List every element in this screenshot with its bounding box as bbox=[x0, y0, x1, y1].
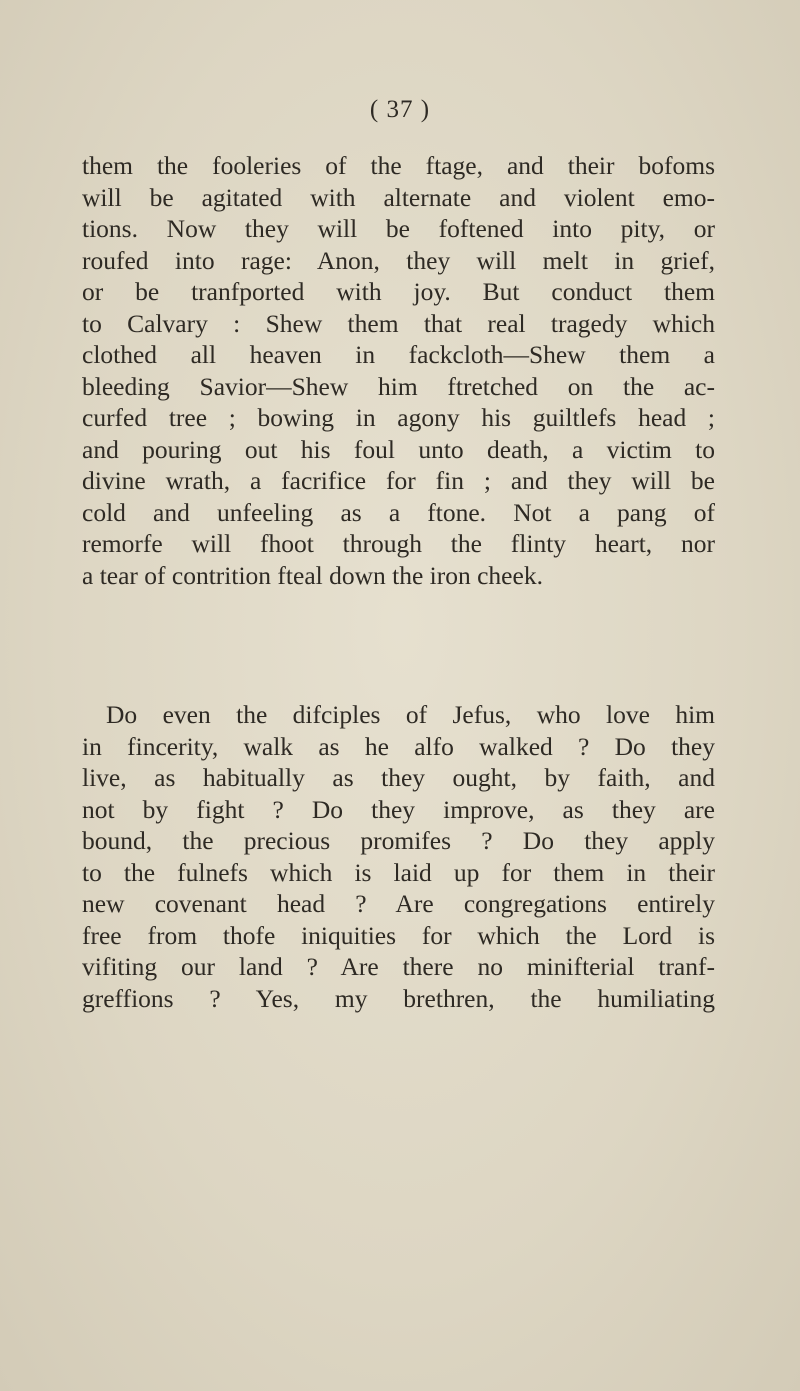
text-line: remorfe will fhoot through the flinty heart, nor bbox=[82, 529, 715, 558]
text-line: in fincerity, walk as he alfo walked ? Do they bbox=[82, 731, 715, 761]
text-line: a tear of contrition fteal down the iron cheek. bbox=[82, 560, 543, 590]
paragraph-1 bbox=[82, 150, 715, 591]
text-line: to the fulnefs which is laid up for them in their bbox=[82, 857, 715, 887]
text-line: bound, the precious promifes ? Do they apply bbox=[82, 826, 715, 855]
text-line: greffions ? Yes, my brethren, the humiliating bbox=[82, 983, 715, 1013]
text-line: divine wrath, a facrifice for fin ; and they will be bbox=[82, 466, 715, 495]
text-line: cold and unfeeling as a ftone. Not a pang of bbox=[82, 497, 715, 527]
text-line: live, as habitually as they ought, by faith, and bbox=[82, 763, 715, 792]
text-line: or be tranfported with joy. But conduct them bbox=[82, 277, 715, 306]
text-line: free from thofe iniquities for which the Lord is bbox=[82, 920, 715, 950]
text-line: not by fight ? Do they improve, as they are bbox=[82, 794, 715, 824]
text-line: them the fooleries of the ftage, and their bofoms bbox=[82, 151, 715, 180]
text-line: roufed into rage: Anon, they will melt in grief, bbox=[82, 245, 715, 275]
text-line: curfed tree ; bowing in agony his guiltlefs head ; bbox=[82, 403, 715, 432]
text-line: and pouring out his foul unto death, a victim to bbox=[82, 434, 715, 464]
text-line: clothed all heaven in fackcloth—Shew them a bbox=[82, 340, 715, 369]
text-line: bleeding Savior—Shew him ftretched on the ac- bbox=[82, 371, 715, 401]
text-line: vifiting our land ? Are there no minifterial tranf- bbox=[82, 952, 715, 981]
text-line: new covenant head ? Are congregations entirely bbox=[82, 889, 715, 918]
text-line: will be agitated with alternate and violent emo- bbox=[82, 182, 715, 212]
page-number: ( 37 ) bbox=[369, 96, 431, 123]
text-line: Do even the difciples of Jefus, who love him bbox=[106, 700, 715, 729]
text-line: to Calvary : Shew them that real tragedy which bbox=[82, 308, 715, 338]
paragraph-2 bbox=[82, 699, 715, 1014]
text-line: tions. Now they will be foftened into pity, or bbox=[82, 214, 715, 243]
